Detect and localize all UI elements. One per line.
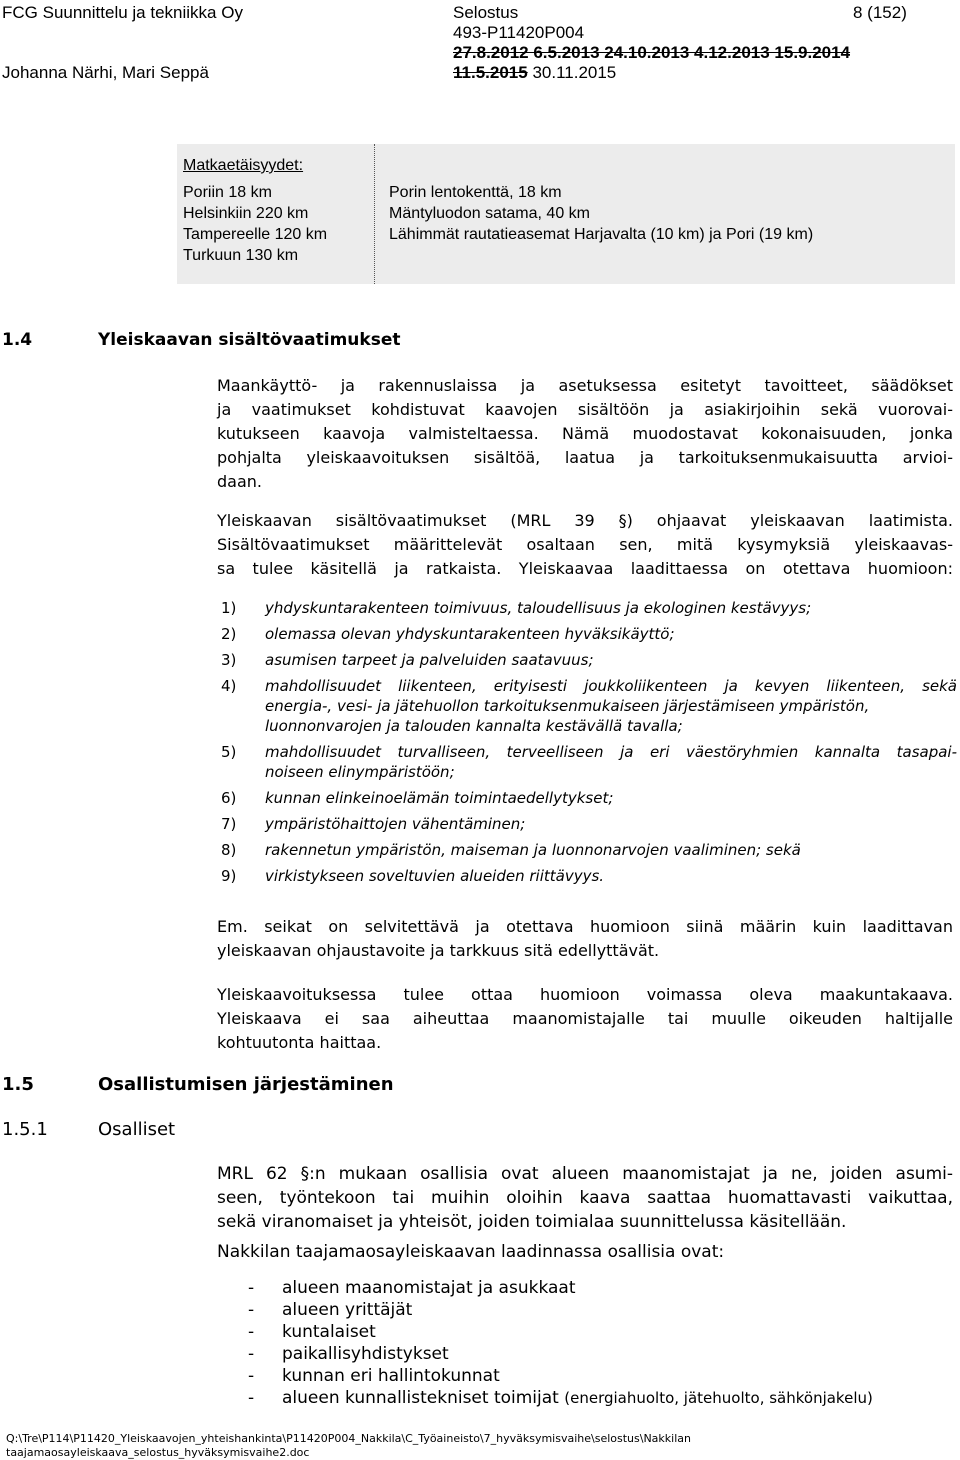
footer-path-line: taajamaosayleiskaava_selostus_hyväksymisvaihe2.doc — [6, 1446, 310, 1459]
list-item: - paikallisyhdistykset — [248, 1344, 449, 1364]
paragraph-1-4-intro — [217, 374, 953, 494]
revision-date-struck: 11.5.2015 — [453, 63, 528, 82]
section-number: 1.5 — [2, 1074, 34, 1095]
distance-item: Mäntyluodon satama, 40 km — [389, 205, 590, 222]
text-line: Sisältövaatimukset määrittelevät osaltaan sen, mitä kysymyksiä yleiskaavas- — [217, 535, 953, 554]
list-item: 5) mahdollisuudet turvalliseen, terveelliseen ja eri väestöryhmien kannalta tasapai- noiseen elinympäristöön; — [221, 743, 957, 781]
osalliset-list — [248, 1277, 873, 1409]
doc-type: Selostus — [453, 3, 519, 22]
text-line: seen, työntekoon tai muihin oloihin kaava saattaa huomattavasti vaikuttaa, — [217, 1188, 953, 1208]
distances-right-list — [389, 182, 813, 245]
section-title: Osallistumisen järjestäminen — [98, 1074, 394, 1095]
paragraph-1-5-1-osalliset — [217, 1162, 953, 1234]
distance-item: Helsinkiin 220 km — [183, 205, 309, 222]
text-line: yleiskaavan ohjaustavoite ja tarkkuus sitä edellyttävät. — [217, 941, 660, 960]
list-item: - alueen maanomistajat ja asukkaat — [248, 1278, 576, 1298]
list-item: 3) asumisen tarpeet ja palveluiden saatavuus; — [221, 651, 594, 669]
section-title: Yleiskaavan sisältövaatimukset — [98, 330, 401, 350]
doc-id: 493-P11420P004 — [453, 23, 585, 42]
paragraph-osalliset-intro: Nakkilan taajamaosayleiskaavan laadinnassa osallisia ovat: — [217, 1242, 725, 1262]
text-line: Yleiskaavan sisältövaatimukset (MRL 39 §) ohjaavat yleiskaavan laatimista. — [217, 511, 953, 530]
revision-dates-current — [453, 64, 616, 82]
list-item: 6) kunnan elinkeinoelämän toimintaedellytykset; — [221, 789, 614, 807]
text-line: sa tulee käsitellä ja ratkaista. Yleiskaavaa laadittaessa on otettava huomioon: — [217, 559, 953, 578]
authors: Johanna Närhi, Mari Seppä — [2, 63, 209, 82]
revision-date-current: 30.11.2015 — [532, 63, 617, 82]
distance-item: Poriin 18 km — [183, 184, 272, 201]
box-divider — [374, 144, 375, 284]
section-1-4-heading — [2, 330, 401, 350]
section-number: 1.4 — [2, 330, 33, 350]
text-line: Yleiskaavoituksessa tulee ottaa huomioon voimassa oleva maakuntakaava. — [217, 985, 953, 1004]
list-item: 4) mahdollisuudet liikenteen, erityisesti joukkoliikenteen ja kevyen liikenteen, sekä energia-, vesi- ja jätehuollon tarkoituksenmukaiseen järjestämiseen ympäristön, luonnonvarojen ja talouden kannalta kestävällä tavalla; — [221, 677, 957, 735]
text-line: pohjalta yleiskaavoituksen sisältöä, laatua ja tarkoituksenmukaisuutta arvioi- — [217, 448, 953, 467]
revision-dates-struck: 27.8.2012 6.5.2013 24.10.2013 4.12.2013 15.9.2014 — [453, 43, 851, 62]
list-item: 7) ympäristöhaittojen vähentäminen; — [221, 815, 526, 833]
text-line: kohtuutonta haittaa. — [217, 1033, 382, 1052]
paragraph-1-4-em — [217, 915, 953, 963]
paragraph-1-4-maakuntakaava — [217, 983, 953, 1055]
list-item: 1) yhdyskuntarakenteen toimivuus, taloudellisuus ja ekologinen kestävyys; — [221, 599, 812, 617]
list-item: 8) rakennetun ympäristön, maiseman ja luonnonarvojen vaaliminen; sekä — [221, 841, 801, 859]
text-line: kutukseen kaavoja valmisteltaessa. Nämä muodostavat kokonaisuuden, jonka — [217, 424, 953, 443]
text-line: MRL 62 §:n mukaan osallisia ovat alueen maanomistajat ja ne, joiden asumi- — [217, 1164, 953, 1184]
footer-path-line: Q:\Tre\P114\P11420_Yleiskaavojen_yhteishankinta\P11420P004_Nakkila\C_Työaineisto\7_hyväksymisvaihe\selostus\Nakkilan — [6, 1432, 691, 1445]
list-item-note: (energiahuolto, jätehuolto, sähkönjakelu) — [564, 1389, 873, 1407]
text-line: ja vaatimukset kohdistuvat kaavojen sisältöön ja asiakirjoihin sekä vuorovai- — [217, 400, 953, 419]
section-1-5-heading — [2, 1074, 394, 1095]
text-line: Em. seikat on selvitettävä ja otettava huomioon siinä määrin kuin laadittavan — [217, 917, 953, 936]
text-line: sekä viranomaiset ja yhteisöt, joiden toimialaa suunnittelussa käsitellään. — [217, 1212, 847, 1232]
distance-item: Lähimmät rautatieasemat Harjavalta (10 km) ja Pori (19 km) — [389, 226, 814, 243]
paragraph-1-4-requirements — [217, 509, 953, 581]
company-name: FCG Suunnittelu ja tekniikka Oy — [2, 3, 243, 22]
distances-left-list — [183, 182, 327, 266]
list-item: - kunnan eri hallintokunnat — [248, 1366, 500, 1386]
requirements-list — [217, 598, 957, 886]
list-item: 2) olemassa olevan yhdyskuntarakenteen hyväksikäyttö; — [221, 625, 675, 643]
footer-file-path — [6, 1432, 691, 1460]
list-item: - kuntalaiset — [248, 1322, 376, 1342]
subsection-title: Osalliset — [98, 1119, 176, 1140]
text-line: Yleiskaava ei saa aiheuttaa maanomistajalle tai muulle oikeuden haltijalle — [217, 1009, 953, 1028]
text-line: daan. — [217, 472, 262, 491]
distance-item: Turkuun 130 km — [183, 247, 299, 264]
subsection-number: 1.5.1 — [2, 1119, 48, 1140]
page-number: 8 (152) — [853, 3, 907, 22]
distances-title: Matkaetäisyydet: — [183, 157, 304, 174]
list-item: - alueen yrittäjät — [248, 1300, 413, 1320]
list-item: - alueen kunnallistekniset toimijat (energiahuolto, jätehuolto, sähkönjakelu) — [248, 1388, 873, 1408]
distance-item: Porin lentokenttä, 18 km — [389, 184, 562, 201]
distance-item: Tampereelle 120 km — [183, 226, 328, 243]
travel-distances-box — [177, 144, 955, 284]
list-item: 9) virkistykseen soveltuvien alueiden riittävyys. — [221, 867, 605, 885]
section-1-5-1-heading — [2, 1119, 176, 1140]
text-line: Maankäyttö- ja rakennuslaissa ja asetuksessa esitetyt tavoitteet, säädökset — [217, 376, 953, 395]
